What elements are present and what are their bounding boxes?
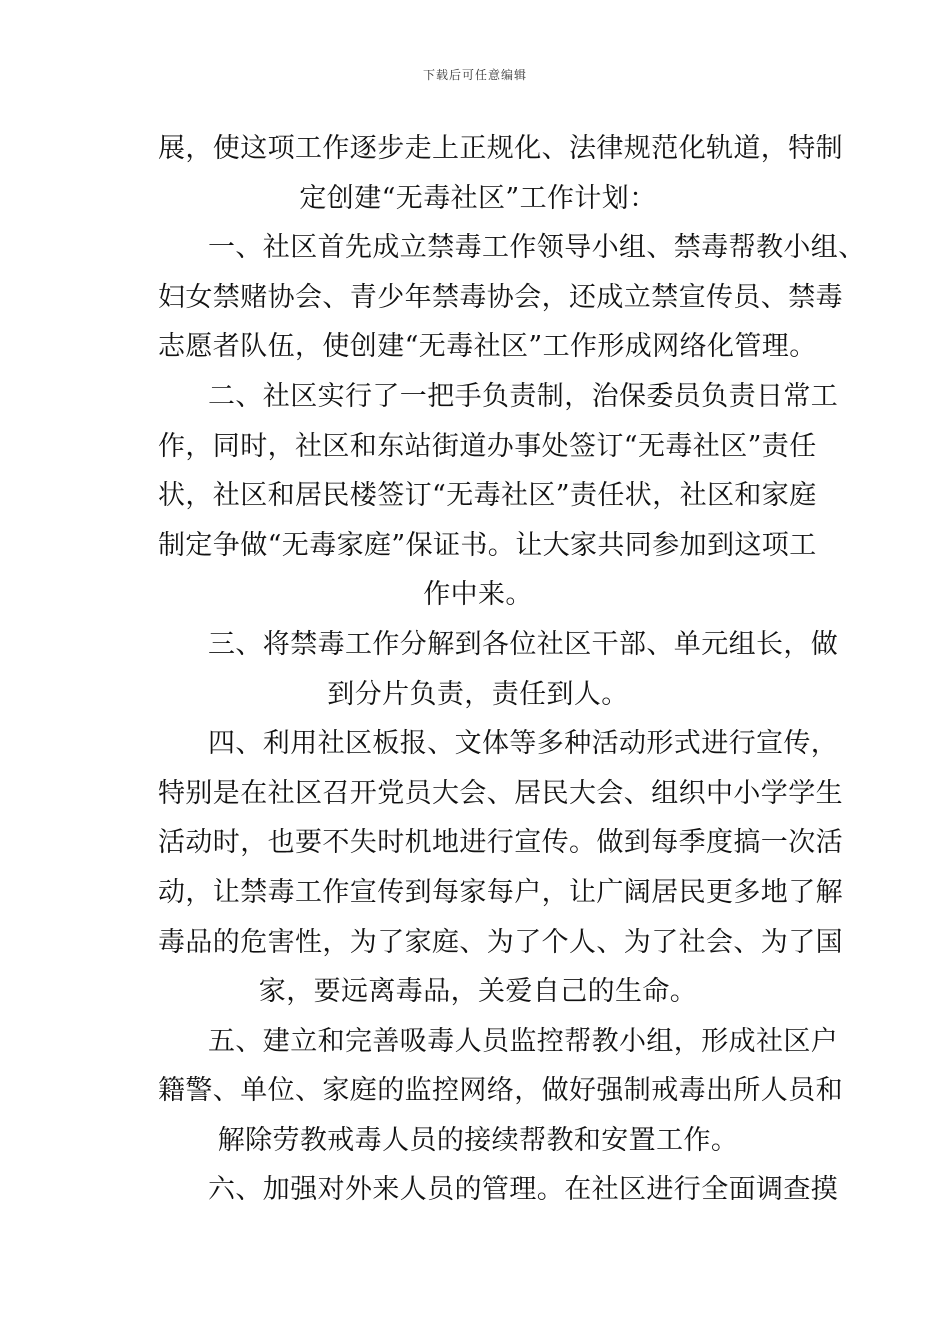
paragraph-1-start: 一、社区首先成立禁毒工作领导小组、禁毒帮教小组、 bbox=[208, 232, 866, 264]
text-line: 作，同时，社区和东站街道办事处签订“无毒社区”责任 bbox=[158, 430, 817, 462]
text-line: 到分片负责，责任到人。 bbox=[327, 678, 629, 710]
text-line: 作中来。 bbox=[423, 579, 533, 611]
text-line: 状，社区和居民楼签订“无毒社区”责任状，社区和家庭 bbox=[158, 480, 817, 512]
paragraph-5-start: 五、建立和完善吸毒人员监控帮教小组，形成社区户 bbox=[208, 1025, 839, 1057]
text-line: 展，使这项工作逐步走上正规化、法律规范化轨道，特制 bbox=[158, 133, 843, 164]
text-line: 妇女禁赌协会、青少年禁毒协会，还成立禁宣传员、禁毒 bbox=[158, 281, 843, 313]
document-body bbox=[158, 124, 866, 1215]
text-line: 特别是在社区召开党员大会、居民大会、组织中小学学生 bbox=[158, 777, 843, 809]
text-line: 毒品的危害性，为了家庭、为了个人、为了社会、为了国 bbox=[158, 926, 843, 958]
text-line: 定创建“无毒社区”工作计划： bbox=[299, 182, 657, 214]
text-line: 活动时，也要不失时机地进行宣传。做到每季度搞一次活 bbox=[158, 827, 843, 859]
paragraph-6-start: 六、加强对外来人员的管理。在社区进行全面调查摸 bbox=[208, 1174, 839, 1206]
text-line: 家，要远离毒品，关爱自己的生命。 bbox=[258, 976, 698, 1008]
paragraph-2-start: 二、社区实行了一把手负责制，治保委员负责日常工 bbox=[208, 380, 839, 412]
text-line: 制定争做“无毒家庭”保证书。让大家共同参加到这项工 bbox=[158, 529, 817, 561]
text-line: 动，让禁毒工作宣传到每家每户，让广阔居民更多地了解 bbox=[158, 876, 843, 908]
text-line: 志愿者队伍，使创建“无毒社区”工作形成网络化管理。 bbox=[158, 331, 817, 363]
page-header: 下载后可任意编辑 bbox=[422, 68, 527, 82]
paragraph-3-start: 三、将禁毒工作分解到各位社区干部、单元组长，做 bbox=[208, 628, 839, 660]
text-line: 籍警、单位、家庭的监控网络，做好强制戒毒出所人员和 bbox=[158, 1075, 843, 1107]
paragraph-4-start: 四、利用社区板报、文体等多种活动形式进行宣传， bbox=[208, 728, 839, 760]
text-line: 解除劳教戒毒人员的接续帮教和安置工作。 bbox=[217, 1124, 739, 1156]
